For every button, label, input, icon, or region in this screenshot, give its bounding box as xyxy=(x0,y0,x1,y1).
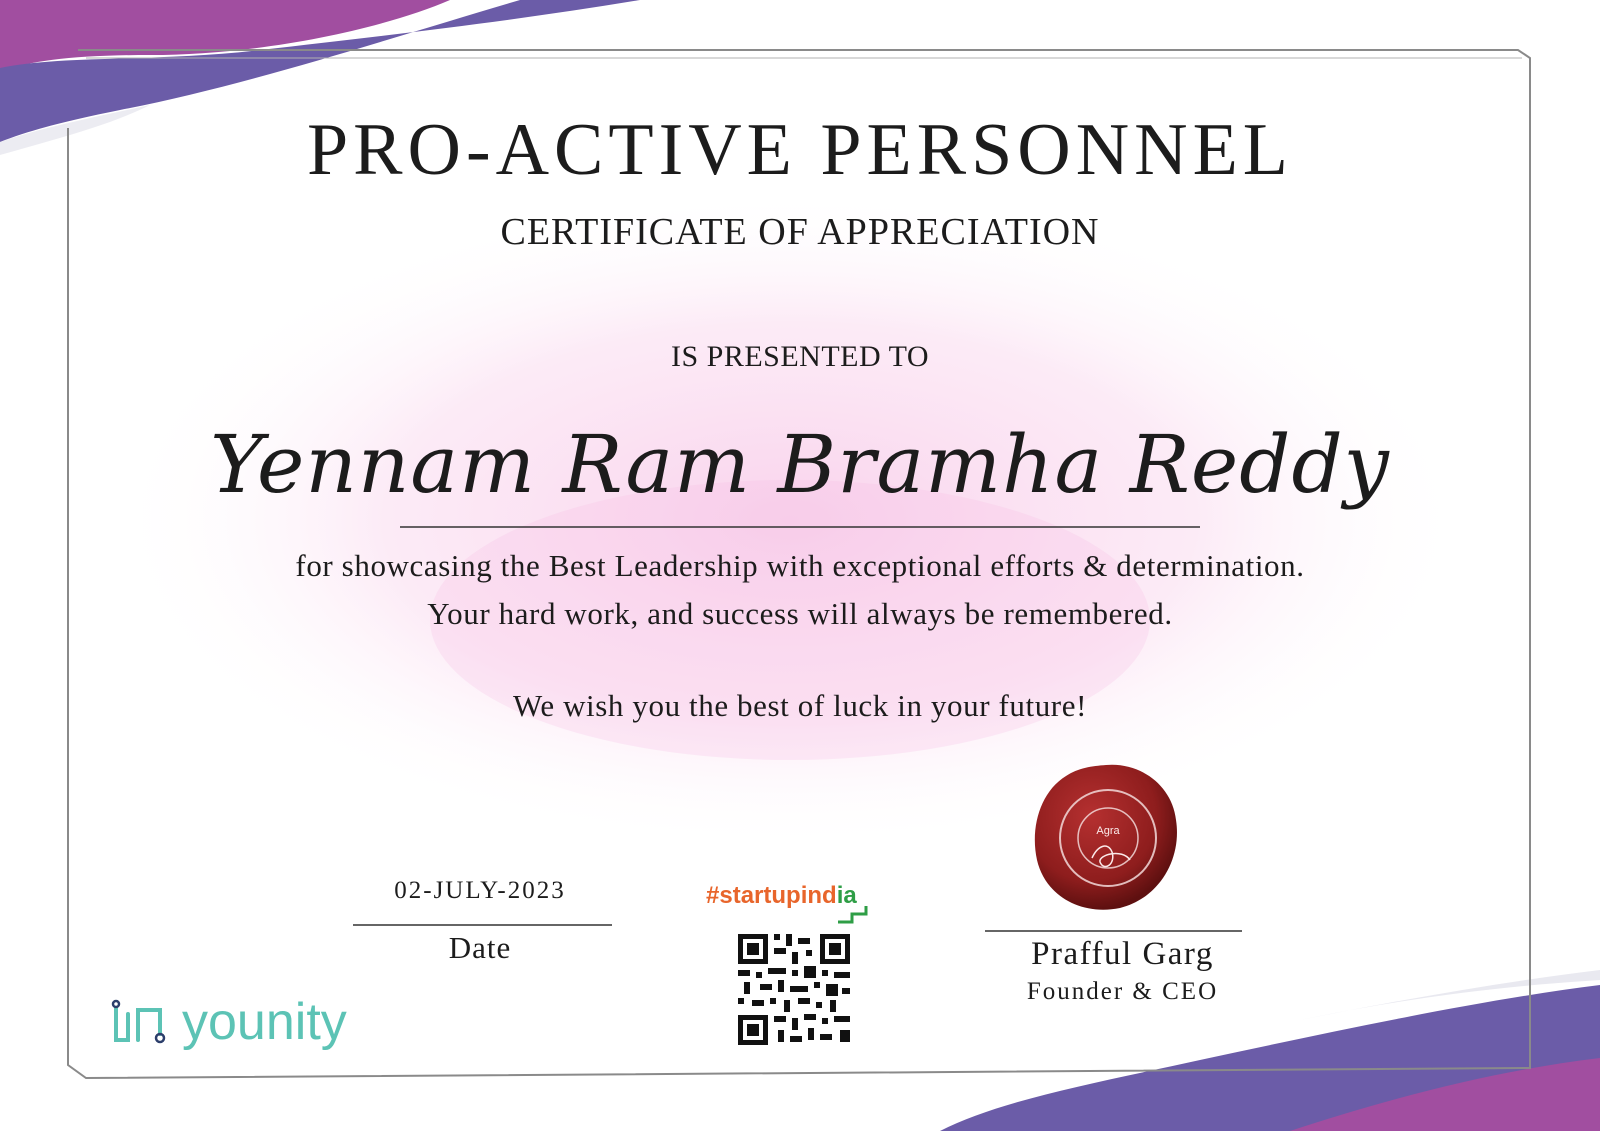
date-label: Date xyxy=(448,930,512,965)
presented-to-label: IS PRESENTED TO xyxy=(670,340,930,373)
body-line-1: for showcasing the Best Leadership with exceptional efforts & determination. xyxy=(295,548,1305,583)
younity-logo-text xyxy=(182,992,347,1052)
recipient-name: Yennam Ram Bramha Reddy xyxy=(210,418,1390,511)
signer-role: Founder & CEO xyxy=(1026,978,1219,1005)
qr-code xyxy=(736,932,854,1047)
younity-logo-icon xyxy=(113,1001,164,1042)
certificate-subtitle: CERTIFICATE OF APPRECIATION xyxy=(500,211,1100,253)
startup-india-tag xyxy=(706,882,857,910)
wax-seal xyxy=(1035,765,1177,910)
seal-center-text: Agra xyxy=(1096,825,1120,837)
wish-line: We wish you the best of luck in your future! xyxy=(512,688,1088,723)
signer-name: Prafful Garg xyxy=(1031,936,1214,972)
startup-tag-suffix: ia xyxy=(836,882,857,909)
certificate-title: PRO-ACTIVE PERSONNEL xyxy=(307,109,1293,191)
body-line-2: Your hard work, and success will always be remembered. xyxy=(427,596,1173,631)
date-value: 02-JULY-2023 xyxy=(394,877,566,904)
startup-tag-prefix: #startupind xyxy=(706,882,837,909)
younity-logo-wordmark: younity xyxy=(182,993,347,1051)
